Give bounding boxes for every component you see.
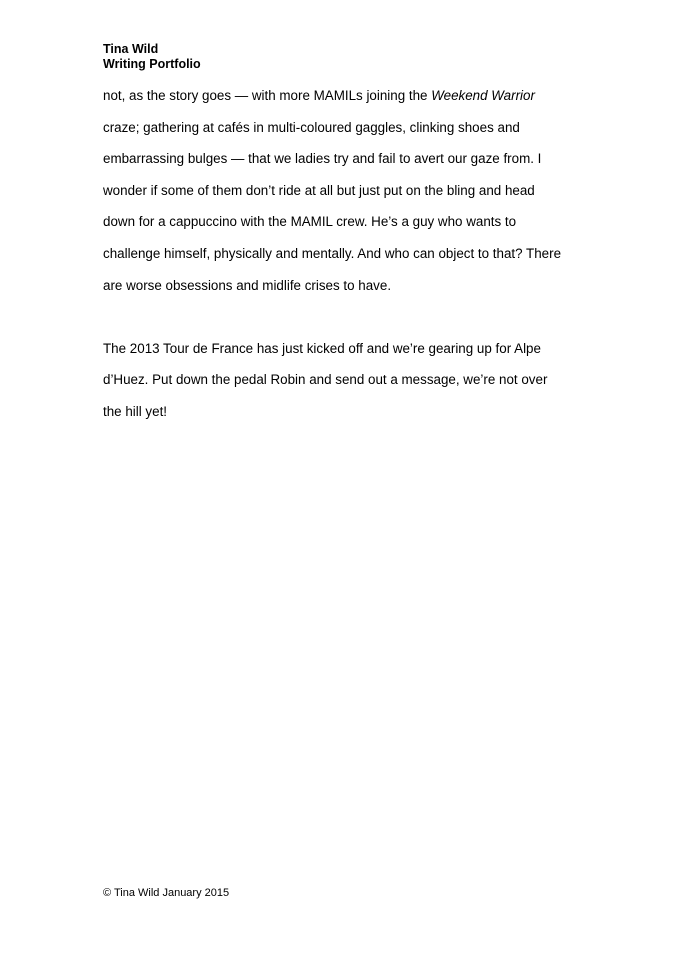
document-body (103, 80, 603, 428)
paragraph-line: challenge himself, physically and mentally. And who can object to that? There (103, 245, 562, 261)
paragraph-line: embarrassing bulges — that we ladies try and fail to avert our gaze from. I (103, 151, 542, 167)
page-header (103, 42, 201, 72)
paragraph-line: The 2013 Tour de France has just kicked off and we’re gearing up for Alpe (103, 340, 541, 356)
portfolio-title: Writing Portfolio (103, 57, 201, 71)
author-name: Tina Wild (103, 42, 159, 56)
paragraph-line: the hill yet! (103, 403, 168, 419)
paragraph-line: wonder if some of them don’t ride at all but just put on the bling and head (103, 182, 535, 198)
paragraph-line: craze; gathering at cafés in multi-coloured gaggles, clinking shoes and (103, 119, 520, 135)
paragraph-line (103, 80, 603, 112)
page-footer (103, 886, 229, 900)
paragraph-2 (103, 333, 603, 428)
copyright-notice: © Tina Wild January 2015 (103, 887, 230, 899)
paragraph-line: d’Huez. Put down the pedal Robin and send out a message, we’re not over (103, 372, 548, 388)
italic-text: Weekend Warrior (431, 88, 535, 103)
paragraph-spacer (103, 301, 603, 333)
paragraph-1 (103, 80, 603, 301)
paragraph-line: down for a cappuccino with the MAMIL crew. He’s a guy who wants to (103, 214, 517, 230)
text-run: not, as the story goes — with more MAMILs joining the (103, 88, 432, 103)
paragraph-line: are worse obsessions and midlife crises to have. (103, 277, 392, 293)
